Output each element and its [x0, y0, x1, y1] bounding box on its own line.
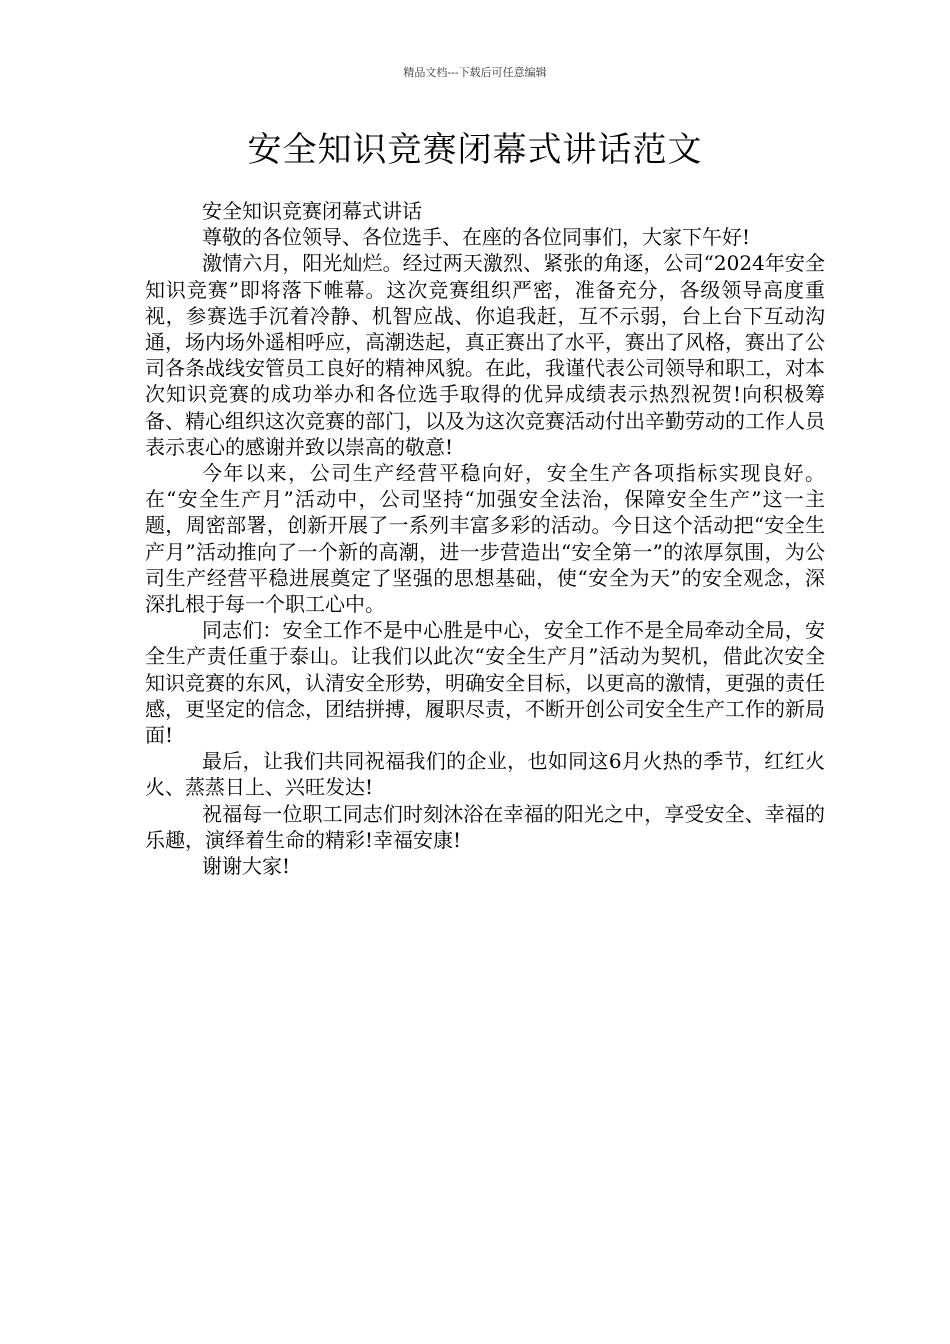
document-title: 安全知识竞赛闭幕式讲话范文 — [247, 130, 703, 170]
document-body — [145, 198, 825, 879]
paragraph-greeting: 尊敬的各位领导、各位选手、在座的各位同事们，大家下午好! — [202, 225, 751, 250]
paragraph-thanks: 谢谢大家! — [202, 854, 291, 879]
header-note: 精品文档---下载后可任意编辑 — [403, 66, 547, 79]
paragraph-blessing: 祝福每一位职工同志们时刻沐浴在幸福的阳光之中，享受安全、幸福的乐趣，演绎着生命的精彩!幸福安康! — [145, 801, 825, 852]
paragraph-call-to-action: 同志们：安全工作不是中心胜是中心，安全工作不是全局牵动全局，安全生产责任重于泰山。让我们以此次“安全生产月”活动为契机，借此次安全知识竞赛的东风，认清安全形势，明确安全目标，以更高的激情，更强的责任感，更坚定的信念，团结拼搏，履职尽责，不断开创公司安全生产工作的新局面! — [145, 618, 825, 748]
paragraph-review: 今年以来，公司生产经营平稳向好，安全生产各项指标实现良好。在“安全生产月”活动中，公司坚持“加强安全法治，保障安全生产”这一主题，周密部署，创新开展了一系列丰富多彩的活动。今日这个活动把“安全生产月”活动推向了一个新的高潮，进一步营造出“安全第一”的浓厚氛围，为公司生产经营平稳进展奠定了坚强的思想基础，使“安全为天”的安全观念，深深扎根于每一个职工心中。 — [145, 461, 825, 617]
paragraph-opening: 激情六月，阳光灿烂。经过两天激烈、紧张的角逐，公司“2024年安全知识竞赛”即将落下帷幕。这次竞赛组织严密，准备充分，各级领导高度重视，参赛选手沉着冷静、机智应战、你追我赶，互不示弱，台上台下互动沟通，场内场外遥相呼应，高潮迭起，真正赛出了水平，赛出了风格，赛出了公司各条战线安管员工良好的精神风貌。在此，我谨代表公司领导和职工，对本次知识竞赛的成功举办和各位选手取得的优异成绩表示热烈祝贺!向积极筹备、精心组织这次竞赛的部门，以及为这次竞赛活动付出辛勤劳动的工作人员表示衷心的感谢并致以崇高的敬意! — [145, 251, 825, 459]
paragraph-subtitle: 安全知识竞赛闭幕式讲话 — [202, 199, 422, 223]
paragraph-closing: 最后，让我们共同祝福我们的企业，也如同这6月火热的季节，红红火火、蒸蒸日上、兴旺发达! — [145, 749, 825, 800]
